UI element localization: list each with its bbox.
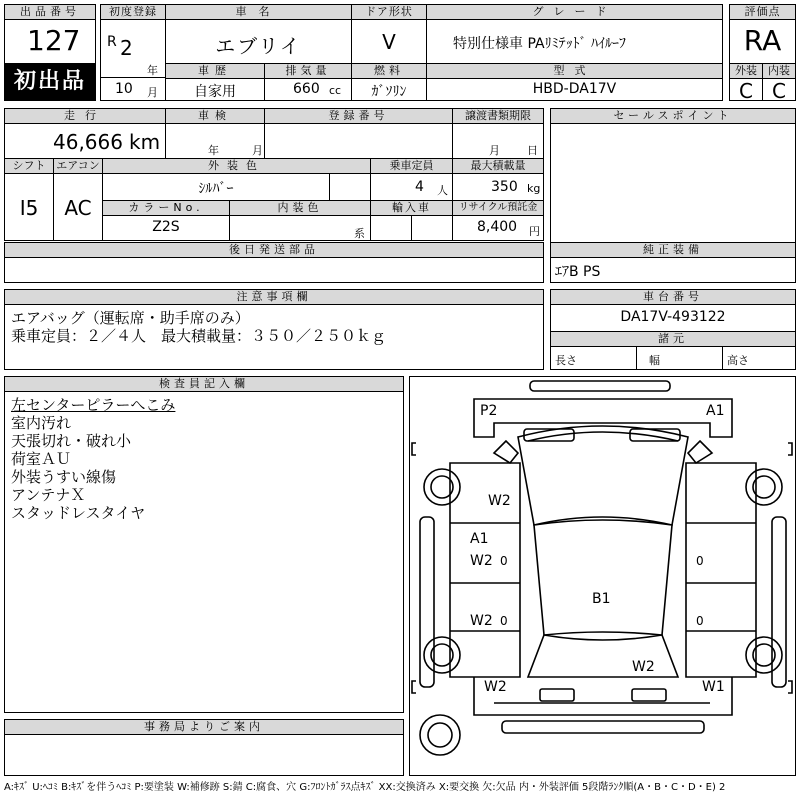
- damage-diagram-frame: [409, 376, 796, 776]
- exterior-color-cell: [102, 173, 330, 201]
- genuine-equipment: ｴｱB PS: [555, 264, 601, 280]
- lot-number-label: 出品番号: [4, 4, 96, 20]
- era-label: R: [107, 34, 117, 50]
- exterior-color-extra-cell: [329, 173, 371, 201]
- mark-w2-roof-rear: W2: [632, 659, 655, 675]
- specs-label: 諸元: [550, 331, 796, 347]
- score-label: 評価点: [729, 4, 796, 20]
- sales-point-label: セールスポイント: [550, 108, 796, 124]
- max-load: 350: [491, 179, 518, 195]
- inspector-note-1: 左センターピラーへこみ: [11, 396, 176, 414]
- note-line-2: 乗車定員：２／４人 最大積載量：３５０／２５０ｋｇ: [11, 327, 387, 345]
- inspector-note-4: 荷室ＡＵ: [11, 450, 72, 468]
- mark-w2-bottom-left: W2: [484, 679, 507, 695]
- mark-a1-top: A1: [706, 403, 725, 419]
- air-conditioner-cell: [53, 173, 103, 241]
- recycle-deposit-unit: 円: [529, 225, 540, 238]
- color-number-cell: [102, 215, 230, 241]
- inspector-note-2: 室内汚れ: [11, 414, 72, 432]
- score-cell: [729, 19, 796, 64]
- mileage-unit: km: [129, 130, 161, 154]
- fuel: ｶﾞｿﾘﾝ: [371, 84, 407, 100]
- shift-cell: [4, 173, 54, 241]
- exterior-color-label: 外装色: [102, 158, 371, 174]
- model-cell: [426, 78, 723, 101]
- inspector-note-3: 天張切れ・破れ小: [11, 432, 132, 450]
- max-load-unit: kg: [527, 182, 541, 195]
- transfer-deadline-label: 譲渡書類期限: [452, 108, 544, 124]
- notes-area: [4, 304, 544, 370]
- shift: I5: [19, 196, 39, 220]
- width-cell: [636, 346, 723, 370]
- shift-label: シフト: [4, 158, 54, 174]
- length-cell: [550, 346, 637, 370]
- legend-footer: A:ｷｽﾞ U:ﾍｺﾐ B:ｷｽﾞを伴うﾍｺﾐ P:要塗装 W:補修跡 S:錆 C:腐食、穴 G:ﾌﾛﾝﾄｶﾞﾗｽ点ｷｽﾞ XX:交換済み X:要交換 欠:欠品 内・外装評価 5段階ﾗﾝｸ順(A・B・C・D・E) 2: [4, 782, 726, 793]
- air-conditioner-label: エアコン: [53, 158, 103, 174]
- door-type-cell: [351, 19, 427, 64]
- notes-label: 注意事項欄: [4, 289, 544, 305]
- interior-color-unit: 系: [354, 227, 365, 240]
- history-cell: [165, 78, 265, 101]
- year-unit: 年: [147, 64, 158, 77]
- car-name: エブリイ: [215, 34, 302, 58]
- exterior-grade: C: [739, 79, 753, 101]
- mark-a1-left: A1: [470, 531, 489, 547]
- mark-zero-right-mid: 0: [696, 554, 704, 568]
- registration-month: 10: [115, 81, 133, 97]
- door-type: V: [382, 30, 396, 54]
- mark-p2: P2: [480, 403, 498, 419]
- lot-number: 127: [27, 24, 81, 57]
- capacity-cell: [370, 173, 453, 201]
- first-listing-badge: 初出品: [4, 63, 96, 101]
- inspection-label: 車検: [165, 108, 265, 124]
- exterior-grade-label: 外装: [729, 63, 763, 79]
- import-cell-b: [411, 215, 453, 241]
- max-load-cell: [452, 173, 544, 201]
- inspector-note-7: スタッドレスタイヤ: [11, 504, 146, 522]
- history: 自家用: [194, 84, 236, 100]
- exterior-grade-cell: [729, 78, 763, 101]
- color-number-label: カラーNo.: [102, 200, 230, 216]
- mark-w2-left-front: W2: [488, 493, 511, 509]
- inspector-note-6: アンテナＸ: [11, 486, 86, 504]
- chassis-number: DA17V-493122: [620, 309, 726, 325]
- recycle-deposit: 8,400: [477, 219, 518, 235]
- first-registration-label: 初度登録: [100, 4, 166, 20]
- month-unit: 月: [147, 86, 158, 99]
- first-registration-cell: [100, 19, 166, 78]
- inspector-notes-area: [4, 391, 404, 713]
- sales-point-area: [550, 123, 796, 243]
- vehicle-diagram: [410, 377, 795, 775]
- registration-year: 2: [120, 36, 133, 60]
- max-load-label: 最大積載量: [452, 158, 544, 174]
- length-label: 長さ: [555, 354, 577, 367]
- air-conditioner: AC: [64, 196, 92, 220]
- mark-zero-left-mid: 0: [500, 554, 508, 568]
- mark-zero-right-rear: 0: [696, 614, 704, 628]
- mark-w1-bottom-right: W1: [702, 679, 725, 695]
- history-label: 車歴: [165, 63, 265, 79]
- exterior-color: ｼﾙﾊﾞｰ: [198, 181, 234, 197]
- import-cell-a: [370, 215, 412, 241]
- inspection-year-unit: 年: [208, 144, 219, 157]
- inspector-notes-label: 検査員記入欄: [4, 376, 404, 392]
- first-registration-month-cell: [100, 77, 166, 101]
- interior-color-cell: [229, 215, 371, 241]
- chassis-number-label: 車台番号: [550, 289, 796, 305]
- car-name-cell: [165, 19, 352, 64]
- fuel-label: 燃料: [351, 63, 427, 79]
- recycle-deposit-cell: [452, 215, 544, 241]
- inspection-month-unit: 月: [252, 144, 263, 157]
- fuel-cell: [351, 78, 427, 101]
- chassis-number-cell: [550, 304, 796, 332]
- recycle-deposit-label: リサイクル預託金: [452, 200, 544, 216]
- capacity-unit: 人: [437, 184, 448, 197]
- inspection-cell: [165, 123, 265, 159]
- displacement-label: 排気量: [264, 63, 352, 79]
- capacity-label: 乗車定員: [370, 158, 453, 174]
- mark-w2-left-mid: W2: [470, 553, 493, 569]
- lot-number-cell: [4, 19, 96, 64]
- registration-number-cell: [264, 123, 453, 159]
- displacement-unit: cc: [329, 84, 342, 97]
- interior-grade-cell: [762, 78, 796, 101]
- mileage-cell: [4, 123, 166, 159]
- interior-grade: C: [772, 79, 786, 101]
- door-type-label: ドア形状: [351, 4, 427, 20]
- mark-zero-left-rear: 0: [500, 614, 508, 628]
- genuine-equipment-label: 純正装備: [550, 242, 796, 258]
- model-label: 型式: [426, 63, 723, 79]
- interior-grade-label: 内装: [762, 63, 796, 79]
- grade: 特別仕様車 PAﾘﾐﾃｯﾄﾞ ﾊｲﾙｰﾌ: [453, 36, 627, 52]
- office-notice-area: [4, 734, 404, 776]
- transfer-month-unit: 月: [489, 144, 500, 157]
- displacement-cell: [264, 78, 352, 101]
- later-parts-label: 後日発送部品: [4, 242, 544, 258]
- model: HBD-DA17V: [532, 81, 617, 97]
- genuine-equipment-cell: [550, 257, 796, 283]
- score: RA: [743, 24, 782, 57]
- car-name-label: 車名: [165, 4, 352, 20]
- inspector-note-5: 外装うすい線傷: [11, 468, 117, 486]
- mileage-label: 走行: [4, 108, 166, 124]
- grade-cell: [426, 19, 723, 64]
- width-label: 幅: [649, 354, 660, 367]
- registration-number-label: 登録番号: [264, 108, 453, 124]
- height-label: 高さ: [727, 354, 749, 367]
- mark-w2-left-rear: W2: [470, 613, 493, 629]
- mark-b1: B1: [592, 591, 611, 607]
- interior-color-label: 内装色: [229, 200, 371, 216]
- grade-label: グレード: [426, 4, 723, 20]
- transfer-deadline-cell: [452, 123, 544, 159]
- later-parts-area: [4, 257, 544, 283]
- capacity: 4: [415, 179, 424, 195]
- mileage: 46,666: [53, 130, 123, 154]
- color-number: Z2S: [152, 219, 180, 235]
- displacement: 660: [293, 81, 320, 97]
- transfer-day-unit: 日: [527, 144, 538, 157]
- note-line-1: エアバッグ（運転席・助手席のみ）: [11, 309, 250, 327]
- height-cell: [722, 346, 796, 370]
- office-notice-label: 事務局よりご案内: [4, 719, 404, 735]
- import-label: 輸入車: [370, 200, 453, 216]
